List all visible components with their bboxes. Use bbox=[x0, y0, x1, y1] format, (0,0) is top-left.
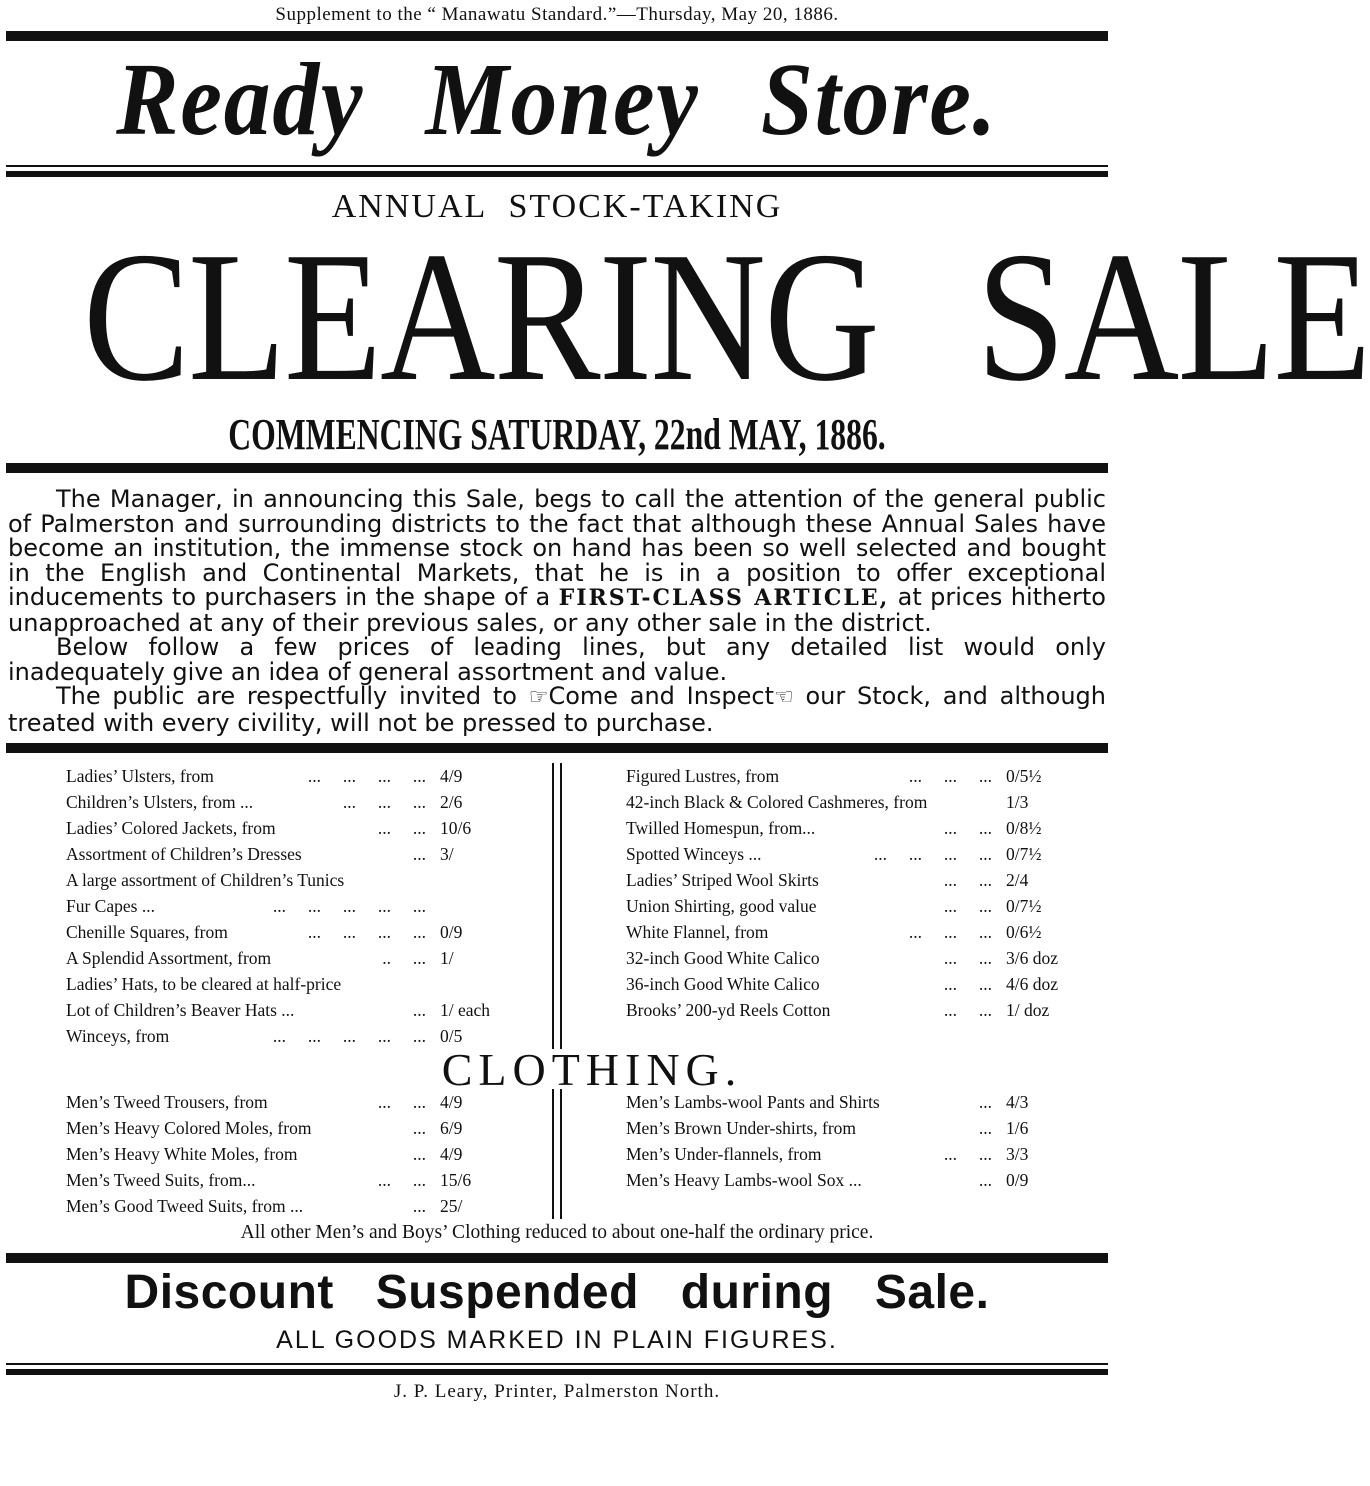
item-price: 0/5½ bbox=[1006, 766, 1042, 786]
announcement-text bbox=[6, 487, 1108, 735]
price-list-row bbox=[66, 919, 528, 945]
rule-top bbox=[6, 31, 1108, 41]
item-label: Men’s Tweed Trousers, from bbox=[66, 1092, 268, 1112]
price-list-row bbox=[66, 1023, 528, 1049]
price-list-row bbox=[66, 867, 528, 893]
item-label: Ladies’ Hats, to be cleared at half-price bbox=[66, 974, 342, 994]
item-label: Men’s Lambs-wool Pants and Shirts bbox=[626, 1092, 880, 1112]
item-label: Lot of Children’s Beaver Hats ... bbox=[66, 1000, 295, 1020]
paragraph-announcement bbox=[8, 487, 1106, 635]
item-price bbox=[440, 893, 528, 919]
price-list-row bbox=[626, 945, 1088, 971]
item-label: Men’s Heavy Colored Moles, from bbox=[66, 1118, 312, 1138]
item-price: 3/3 bbox=[1006, 1144, 1029, 1164]
item-label: Fur Capes ... bbox=[66, 896, 155, 916]
item-label: 42-inch Black & Colored Cashmeres, from bbox=[626, 792, 928, 812]
price-list-row bbox=[66, 1089, 528, 1115]
rule-under-store bbox=[6, 165, 1108, 177]
price-list-row bbox=[66, 1115, 528, 1141]
price-list-row bbox=[626, 815, 1088, 841]
item-price: 1/3 bbox=[1006, 792, 1029, 812]
leader-dots: ... ... ... ... bbox=[873, 844, 992, 864]
clearing-sale-headline: CLEARING SALE bbox=[83, 214, 1370, 420]
item-label: 32-inch Good White Calico bbox=[626, 948, 820, 968]
price-list-row bbox=[626, 1141, 1088, 1167]
item-label: Men’s Heavy White Moles, from bbox=[66, 1144, 298, 1164]
price-list-row bbox=[66, 1167, 528, 1193]
item-price: 2/6 bbox=[440, 792, 463, 812]
clothing-right-column bbox=[566, 1089, 1108, 1219]
price-list-row bbox=[626, 971, 1088, 997]
item-price: 0/6½ bbox=[1006, 922, 1042, 942]
first-class-article: FIRST-CLASS ARTICLE, bbox=[558, 585, 890, 611]
item-label: Men’s Good Tweed Suits, from ... bbox=[66, 1196, 304, 1216]
paragraph1-before: The Manager, in announcing this Sale, begs to call the attention of the general public of Palmerston and surrounding districts to the fact that although these Annual Sales have become an institution, the immense stock on hand has been so well selected and bought in the English and Continental Markets, that he is in a position to offer exceptional inducements to purchasers in the shape of a bbox=[8, 485, 1106, 611]
price-list-row bbox=[66, 1141, 528, 1167]
item-label: Men’s Heavy Lambs-wool Sox ... bbox=[626, 1170, 862, 1190]
item-price: 1/6 bbox=[1006, 1118, 1029, 1138]
item-label: Figured Lustres, from bbox=[626, 766, 780, 786]
price-list-row bbox=[626, 997, 1088, 1023]
leader-dots: ... bbox=[978, 1170, 992, 1190]
annual-stock-taking: ANNUAL STOCK-TAKING bbox=[331, 188, 783, 225]
leader-dots: ... ... bbox=[943, 896, 992, 916]
price-list-row bbox=[66, 997, 528, 1023]
leader-dots: ... ... ... bbox=[908, 766, 992, 786]
leader-dots: ... ... bbox=[943, 1000, 992, 1020]
come-and-inspect: Come and Inspect bbox=[548, 682, 775, 710]
clothing-heading: CLOTHING. bbox=[441, 1044, 743, 1095]
paragraph-prices: Below follow a few prices of leading lines, but any detailed list would only inadequately give an idea of general assortment and value. bbox=[8, 633, 1106, 686]
item-label: White Flannel, from bbox=[626, 922, 769, 942]
drapery-left-column bbox=[6, 763, 548, 1049]
item-label: Twilled Homespun, from... bbox=[626, 818, 816, 838]
price-list-row bbox=[66, 815, 528, 841]
item-price: 0/9 bbox=[440, 922, 463, 942]
leader-dots: ... ... bbox=[943, 870, 992, 890]
item-price: 4/9 bbox=[440, 1092, 463, 1112]
paragraph3-before: The public are respectfully invited to bbox=[56, 682, 517, 710]
pointing-hand-right-icon: ☞ bbox=[528, 685, 549, 710]
item-price: 10/6 bbox=[440, 818, 472, 838]
item-price: 0/5 bbox=[440, 1026, 463, 1046]
price-list-row bbox=[626, 789, 1088, 815]
item-label: Assortment of Children’s Dresses bbox=[66, 844, 302, 864]
store-name: Ready Money Store. bbox=[116, 42, 998, 157]
item-price: 1/ bbox=[440, 948, 454, 968]
leader-dots: ... ... bbox=[377, 1170, 426, 1190]
price-list-row bbox=[626, 763, 1088, 789]
price-list-row bbox=[626, 1167, 1088, 1193]
price-list-row bbox=[626, 1115, 1088, 1141]
price-list-row bbox=[626, 1089, 1088, 1115]
item-label: Men’s Brown Under-shirts, from bbox=[626, 1118, 857, 1138]
item-price: 3/6 doz bbox=[1006, 948, 1059, 968]
drapery-price-list bbox=[6, 763, 1108, 1049]
leader-dots: ... ... bbox=[377, 1092, 426, 1112]
leader-dots: ... ... bbox=[943, 974, 992, 994]
all-other-clothing-note: All other Men’s and Boys’ Clothing reduced to about one-half the ordinary price. bbox=[240, 1222, 874, 1243]
paragraph1-after: at prices hitherto unapproached at any of their previous sales, or any other sale in the district. bbox=[8, 583, 1106, 637]
supplement-line: Supplement to the “ Manawatu Standard.”—Thursday, May 20, 1886. bbox=[275, 4, 839, 25]
item-label: A large assortment of Children’s Tunics bbox=[66, 870, 345, 890]
rule-above-printer bbox=[6, 1363, 1108, 1375]
item-label: Spotted Winceys ... bbox=[626, 844, 762, 864]
plain-figures-note: ALL GOODS MARKED IN PLAIN FIGURES. bbox=[276, 1326, 838, 1354]
item-price: 4/9 bbox=[440, 766, 463, 786]
leader-dots: ... ... bbox=[943, 818, 992, 838]
paragraph3-after: our Stock, and although treated with every civility, will not be pressed to purchase. bbox=[8, 682, 1106, 737]
leader-dots: ... ... ... bbox=[908, 922, 992, 942]
item-price: 1/ each bbox=[440, 1000, 491, 1020]
rule-under-date bbox=[6, 463, 1108, 473]
printer-credit: J. P. Leary, Printer, Palmerston North. bbox=[393, 1381, 721, 1402]
price-list-row bbox=[66, 789, 528, 815]
leader-dots: ... ... ... ... ... bbox=[272, 1026, 426, 1046]
price-list-row bbox=[66, 763, 528, 789]
leader-dots: ... bbox=[412, 844, 426, 864]
paragraph-invite bbox=[8, 684, 1106, 735]
item-price: 4/6 doz bbox=[1006, 974, 1059, 994]
price-list-row bbox=[66, 971, 528, 997]
price-list-row bbox=[626, 919, 1088, 945]
price-list-row bbox=[66, 1193, 528, 1219]
leader-dots: ... bbox=[412, 1118, 426, 1138]
pointing-hand-left-icon: ☜ bbox=[774, 685, 794, 710]
item-label: Men’s Tweed Suits, from... bbox=[66, 1170, 256, 1190]
drapery-right-column bbox=[566, 763, 1108, 1049]
item-price: 4/9 bbox=[440, 1144, 463, 1164]
item-label: Chenille Squares, from bbox=[66, 922, 228, 942]
item-price: 2/4 bbox=[1006, 870, 1029, 890]
leader-dots: ... ... bbox=[943, 1144, 992, 1164]
commencing-date: COMMENCING SATURDAY, 22nd MAY, 1886. bbox=[228, 410, 886, 459]
column-divider bbox=[552, 763, 562, 1049]
price-list-row bbox=[626, 841, 1088, 867]
leader-dots: ... ... ... ... bbox=[307, 766, 426, 786]
price-list-row bbox=[66, 945, 528, 971]
price-list-row bbox=[626, 867, 1088, 893]
item-price bbox=[440, 971, 528, 997]
item-label: Ladies’ Striped Wool Skirts bbox=[626, 870, 819, 890]
item-label: Ladies’ Colored Jackets, from bbox=[66, 818, 276, 838]
item-label: Ladies’ Ulsters, from bbox=[66, 766, 214, 786]
leader-dots: ... bbox=[978, 1118, 992, 1138]
item-label: Men’s Under-flannels, from bbox=[626, 1144, 822, 1164]
leader-dots: ... ... bbox=[943, 948, 992, 968]
item-price: 15/6 bbox=[440, 1170, 472, 1190]
item-price: 4/3 bbox=[1006, 1092, 1029, 1112]
leader-dots: ... bbox=[978, 1092, 992, 1112]
item-label: Union Shirting, good value bbox=[626, 896, 817, 916]
item-label: Winceys, from bbox=[66, 1026, 170, 1046]
leader-dots: ... bbox=[412, 1196, 426, 1216]
leader-dots: ... bbox=[412, 1144, 426, 1164]
leader-dots: ... ... ... ... bbox=[307, 922, 426, 942]
discount-suspended: Discount Suspended during Sale. bbox=[124, 1266, 990, 1319]
item-label: 36-inch Good White Calico bbox=[626, 974, 820, 994]
item-price: 25/ bbox=[440, 1196, 463, 1216]
item-price: 0/8½ bbox=[1006, 818, 1042, 838]
item-price: 0/9 bbox=[1006, 1170, 1029, 1190]
item-price: 1/ doz bbox=[1006, 1000, 1050, 1020]
leader-dots: ... ... ... ... ... bbox=[272, 896, 426, 916]
item-price: 0/7½ bbox=[1006, 844, 1042, 864]
price-list-row bbox=[626, 893, 1088, 919]
item-label: Brooks’ 200-yd Reels Cotton bbox=[626, 1000, 831, 1020]
clothing-left-column bbox=[6, 1089, 548, 1219]
rule-above-lists bbox=[6, 743, 1108, 753]
leader-dots: ... ... ... bbox=[342, 792, 426, 812]
clothing-price-list bbox=[6, 1089, 1108, 1219]
item-price: 3/ bbox=[440, 844, 454, 864]
leader-dots: .. ... bbox=[382, 948, 426, 968]
column-divider bbox=[552, 1089, 562, 1219]
item-price: 6/9 bbox=[440, 1118, 463, 1138]
leader-dots: ... ... bbox=[377, 818, 426, 838]
item-price: 0/7½ bbox=[1006, 896, 1042, 916]
item-label: Children’s Ulsters, from ... bbox=[66, 792, 254, 812]
rule-above-discount bbox=[6, 1253, 1108, 1263]
item-price bbox=[440, 867, 528, 893]
price-list-row bbox=[66, 893, 528, 919]
item-label: A Splendid Assortment, from bbox=[66, 948, 272, 968]
price-list-row bbox=[66, 841, 528, 867]
leader-dots: ... bbox=[412, 1000, 426, 1020]
